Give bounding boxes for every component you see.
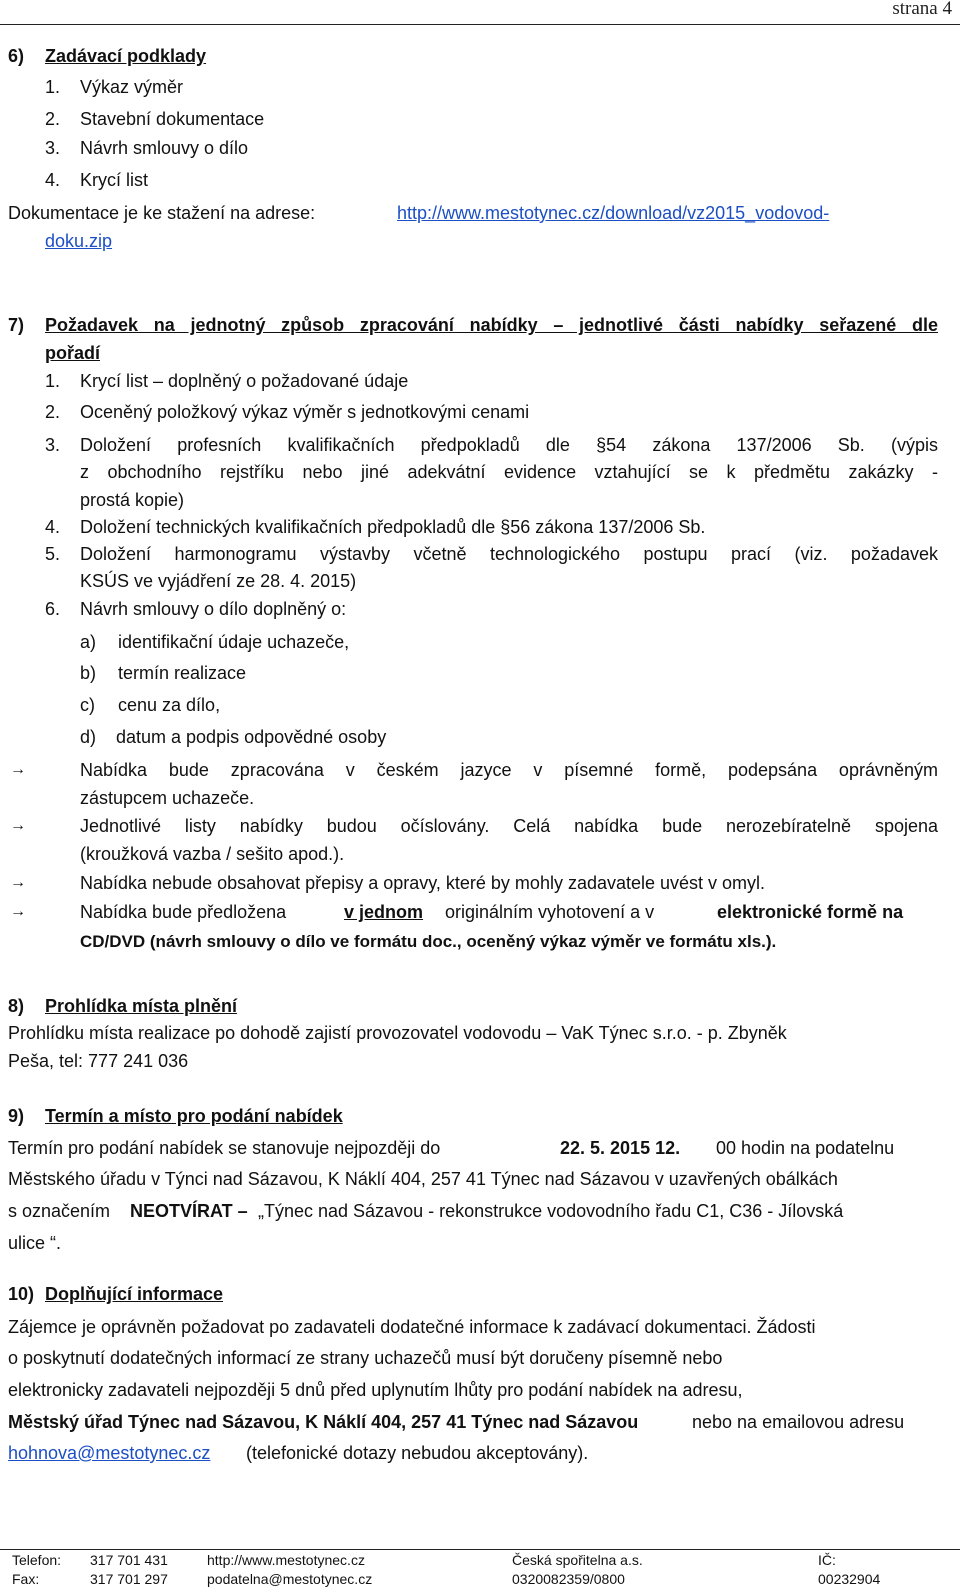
section7-item4: Doložení technických kvalifikačních předpokladů dle §56 zákona 137/2006 Sb. [80,517,706,537]
section7-item1: Krycí list – doplněný o požadované údaje [80,371,409,391]
section10-line3: elektronicky zadavateli nejpozději 5 dnů před uplynutím lhůty pro podání nabídek na adresu, [8,1380,743,1400]
section8-text-line1: Prohlídku místa realizace po dohodě zajistí provozovatel vodovodu – VaK Týnec s.r.o. - p. Zbyněk [8,1023,787,1043]
section9-line1-part2: 00 hodin na podatelnu [716,1138,895,1158]
sub-item-c-label: c) [80,695,95,715]
footer-account: 0320082359/0800 [512,1571,625,1587]
sub-item-d: datum a podpis odpovědné osoby [116,727,387,747]
section7-number: 7) [8,315,25,335]
section10-line2: o poskytnutí dodatečných informací ze strany uchazečů musí být doručeny písemně nebo [8,1348,723,1368]
section9-line2: Městského úřadu v Týnci nad Sázavou, K Náklí 404, 257 41 Týnec nad Sázavou v uzavřených obálkách [8,1169,838,1189]
arrow-bullet-icon: → [10,874,26,891]
contact-email-link[interactable]: hohnova@mestotynec.cz [8,1443,211,1463]
footer-tel: 317 701 431 [90,1552,168,1568]
arrow-bullet-icon: → [10,903,26,920]
section8-number: 8) [8,996,25,1016]
footer-bank: Česká spořitelna a.s. [512,1552,643,1568]
bullet3: Nabídka nebude obsahovat přepisy a opravy, které by mohly zadavatele uvést v omyl. [80,873,766,893]
section9-heading: Termín a místo pro podání nabídek [45,1106,343,1126]
section9-line3-part1: s označením [8,1201,111,1221]
sub-item-d-label: d) [80,727,97,747]
section9-line1-part1: Termín pro podání nabídek se stanovuje nejpozději do [8,1138,441,1158]
sub-item-b-label: b) [80,663,97,683]
section7-item2-num: 2. [45,402,61,422]
section6-number: 6) [8,46,25,66]
section10-address: Městský úřad Týnec nad Sázavou, K Náklí 404, 257 41 Týnec nad Sázavou [8,1412,639,1432]
section6-item3: Návrh smlouvy o dílo [80,138,249,158]
footer-rule [0,1549,960,1550]
sub-item-a-label: a) [80,632,97,652]
section7-item1-num: 1. [45,371,61,391]
footer-email: podatelna@mestotynec.cz [207,1571,373,1587]
footer-fax: 317 701 297 [90,1571,168,1587]
section7-item3-line3: prostá kopie) [80,490,185,510]
section7-item3-line2: z obchodního rejstříku nebo jiné adekvátní evidence vztahující se k předmětu zakázky - [80,462,938,482]
section7-item3-num: 3. [45,435,61,455]
section7-heading-continued: pořadí [45,343,101,363]
arrow-bullet-icon: → [10,817,26,834]
footer-ic-label: IČ: [818,1552,836,1568]
bullet1-line1: Nabídka bude zpracována v českém jazyce v písemné formě, podepsána oprávněným [80,760,938,780]
section10-line1: Zájemce je oprávněn požadovat po zadavateli dodatečné informace k zadávací dokumentaci. Žádosti [8,1317,816,1337]
section8-text-line2: Peša, tel: 777 241 036 [8,1051,189,1071]
section9-deadline: 22. 5. 2015 12. [560,1138,681,1158]
footer-web: http://www.mestotynec.cz [207,1552,365,1568]
section6-heading: Zadávací podklady [45,46,207,66]
download-link[interactable]: http://www.mestotynec.cz/download/vz2015_vodovod- [397,203,830,223]
section7-item5-num: 5. [45,544,61,564]
header-rule [0,24,960,25]
section6-item2: Stavební dokumentace [80,109,265,129]
footer-fax-label: Fax: [12,1571,40,1587]
section9-line4: ulice “. [8,1233,62,1253]
download-link-continued[interactable]: doku.zip [45,231,113,251]
section6-item1: Výkaz výměr [80,77,184,97]
section7-item4-num: 4. [45,517,61,537]
bullet4-line2: CD/DVD (návrh smlouvy o dílo ve formátu doc., oceněný výkaz výměr ve formátu xls.). [80,932,777,951]
sub-item-c: cenu za dílo, [118,695,221,715]
bullet1-line2: zástupcem uchazeče. [80,788,255,808]
bullet2-line1: Jednotlivé listy nabídky budou očíslovány. Celá nabídka bude nerozebíratelně spojena [80,816,938,836]
sub-item-b: termín realizace [118,663,247,683]
section6-item1-num: 1. [45,77,61,97]
download-label: Dokumentace je ke stažení na adrese: [8,203,316,223]
footer-ic: 00232904 [818,1571,881,1587]
footer-tel-label: Telefon: [12,1552,62,1568]
arrow-bullet-icon: → [10,761,26,778]
bullet2-line2: (kroužková vazba / sešito apod.). [80,844,345,864]
bullet4-emphasis-one: v jednom [344,902,424,922]
section7-item3-line1: Doložení profesních kvalifikačních předpokladů dle §54 zákona 137/2006 Sb. (výpis [80,435,938,455]
bullet4-part2: originálním vyhotovení a v [445,902,655,922]
section6-item4: Krycí list [80,170,149,190]
section9-neotvirat: NEOTVÍRAT – [130,1201,248,1221]
section7-item6-num: 6. [45,599,61,619]
section7-item5-line2: KSÚS ve vyjádření ze 28. 4. 2015) [80,571,357,591]
section7-item6: Návrh smlouvy o dílo doplněný o: [80,599,347,619]
bullet4-part1: Nabídka bude předložena [80,902,287,922]
section6-item4-num: 4. [45,170,61,190]
bullet4-part3: elektronické formě na [717,902,904,922]
section8-heading: Prohlídka místa plnění [45,996,238,1016]
section6-item2-num: 2. [45,109,61,129]
section6-item3-num: 3. [45,138,61,158]
section7-item2: Oceněný položkový výkaz výměr s jednotkovými cenami [80,402,530,422]
section10-number: 10) [8,1284,35,1304]
section9-number: 9) [8,1106,25,1126]
section7-item5-line1: Doložení harmonogramu výstavby včetně technologického postupu prací (viz. požadavek [80,544,938,564]
page-number: strana 4 [892,0,952,19]
section10-heading: Doplňující informace [45,1284,224,1304]
sub-item-a: identifikační údaje uchazeče, [118,632,350,652]
section7-heading: Požadavek na jednotný způsob zpracování nabídky – jednotlivé části nabídky seřazené dle [45,315,938,335]
section10-line4-rest: nebo na emailovou adresu [692,1412,905,1432]
section10-line5-rest: (telefonické dotazy nebudou akceptovány). [246,1443,589,1463]
section9-line3-part2: „Týnec nad Sázavou - rekonstrukce vodovodního řadu C1, C36 - Jílovská [258,1201,844,1221]
